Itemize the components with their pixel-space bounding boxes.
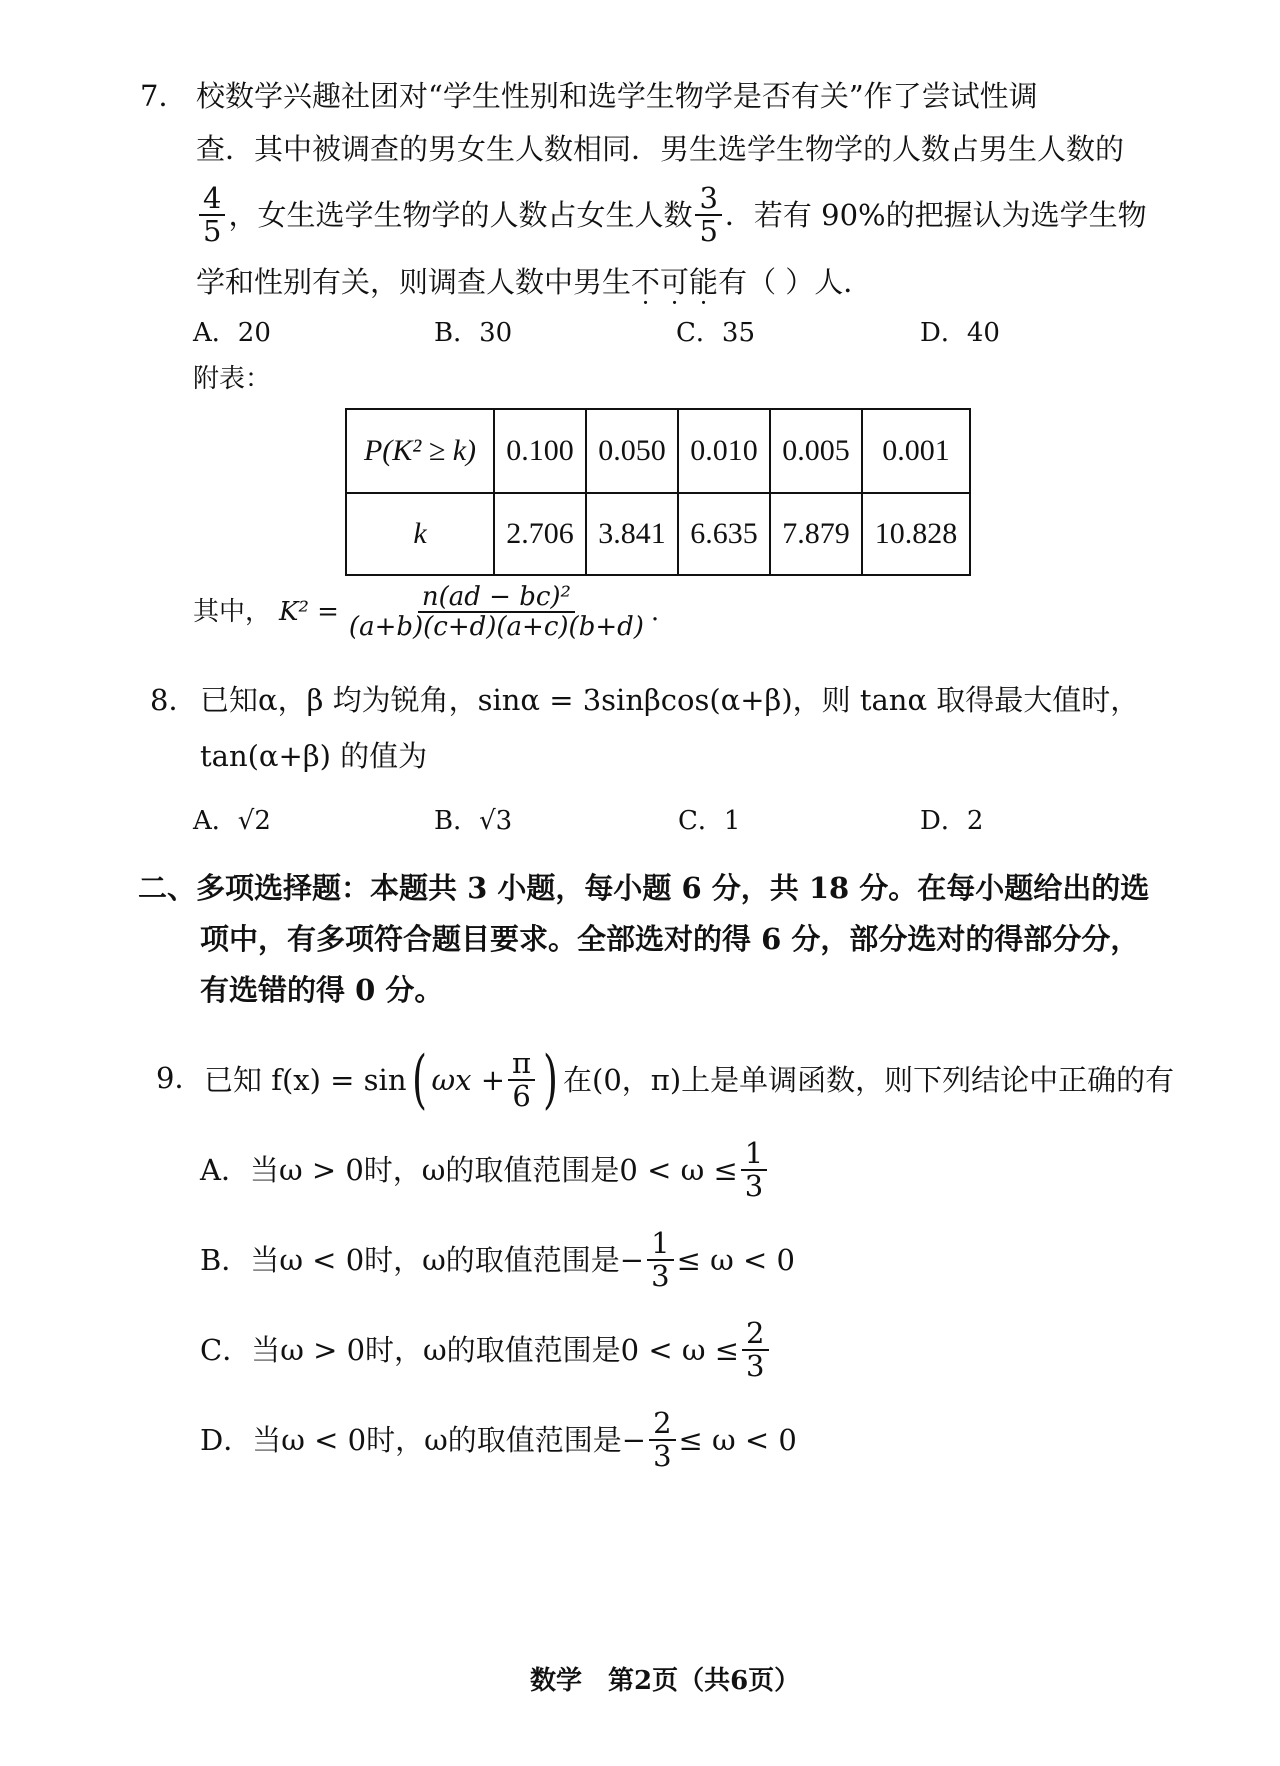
page-footer: 数学 第2页（共6页） [530,1666,801,1696]
q7-option-d: D．40 [920,318,1000,348]
q7-line2: 查．其中被调查的男女生人数相同．男生选学生物学的人数占男生人数的 [196,132,1125,166]
q9-option-d: D． 当ω < 0时，ω的取值范围是 − $\frac{2}{3}$ ≤ ω < 0 [200,1406,797,1473]
q9-option-a: A． 当ω > 0时，ω的取值范围是0 < ω ≤ $\frac{1}{3}$ [200,1140,770,1200]
appendix-label: 附表： [193,364,272,394]
q9-pi-over-6: $\frac{\pi}{6}$ [508,1049,535,1111]
q8-option-a: A．√2 [193,806,271,836]
q9-stem: 已知 f(x) = sin ( ωx + $\frac{\pi}{6}$ ) 在(0，π)上是单调函数，则下列结论中正确的有 [204,1043,1175,1117]
table-cell: 0.010 [678,409,770,493]
q7-line4: 学和性别有关，则调查人数中男生不可能有（ ）人． [196,265,873,299]
q8-line1: 已知α，β 均为锐角，sinα = 3sinβcos(α+β)，则 tanα 取得最大值时， [200,683,1140,717]
q8-number: 8． [150,683,198,717]
section2-line1: 二、多项选择题：本题共 3 小题，每小题 6 分，共 18 分。在每小题给出的选 [138,871,1150,905]
section2-line3: 有选错的得 0 分。 [200,973,444,1007]
q7-option-c: C．35 [676,318,755,348]
q7-fraction-3-5: $\frac{3}{5}$ [695,184,721,246]
q9-option-b: B． 当ω < 0时，ω的取值范围是 − $\frac{1}{3}$ ≤ ω < 0 [200,1226,795,1293]
table-cell: 0.001 [862,409,970,493]
q7-option-a: A．20 [193,318,271,348]
table-cell: 0.100 [494,409,586,493]
q7-fraction-4-5: $\frac{4}{5}$ [199,184,225,246]
table-cell: 0.005 [770,409,862,493]
q8-option-d: D．2 [920,806,984,836]
q8-line2: tan(α+β) 的值为 [200,739,428,773]
emphasis-char: 不 [631,265,661,299]
table-cell: 10.828 [862,493,970,575]
table-header-k: k [346,493,494,575]
q9-number: 9． [156,1061,204,1095]
q7-option-b: B．30 [434,318,513,348]
q7-line3: $\frac{4}{5}$ ，女生选学生物学的人数占女生人数 $\frac{3}{5}$ ．若有 90%的把握认为选学生物 [196,184,1147,246]
q8-option-b: B．√3 [434,806,513,836]
table-row [346,409,970,493]
formula-fraction: $\frac{\text{n(ad − bc)²}}{(a+b)(c+d)(a+c)(b+d)}$ [348,582,644,642]
table-cell: 2.706 [494,493,586,575]
table-cell: 3.841 [586,493,678,575]
table-cell: 6.635 [678,493,770,575]
table-header-p: P(K² ≥ k) [346,409,494,493]
k-squared-formula: 其中， K² = $\frac{\text{n(ad − bc)²}}{(a+b)(c+d)(a+c)(b+d)}$ . [193,582,660,642]
q7-line1: 校数学兴趣社团对“学生性别和选学生物学是否有关”作了尝试性调 [196,79,1038,113]
table-row [346,493,970,575]
q7-number: 7． [140,79,188,113]
q9-option-c: C． 当ω > 0时，ω的取值范围是0 < ω ≤ $\frac{2}{3}$ [200,1320,772,1380]
emphasis-char: 可 [660,265,690,299]
table-cell: 7.879 [770,493,862,575]
table-cell: 0.050 [586,409,678,493]
emphasis-char: 能 [689,265,719,299]
q8-option-c: C．1 [678,806,741,836]
chi-square-table [345,408,971,576]
section2-line2: 项中，有多项符合题目要求。全部选对的得 6 分，部分选对的得部分分， [200,922,1140,956]
